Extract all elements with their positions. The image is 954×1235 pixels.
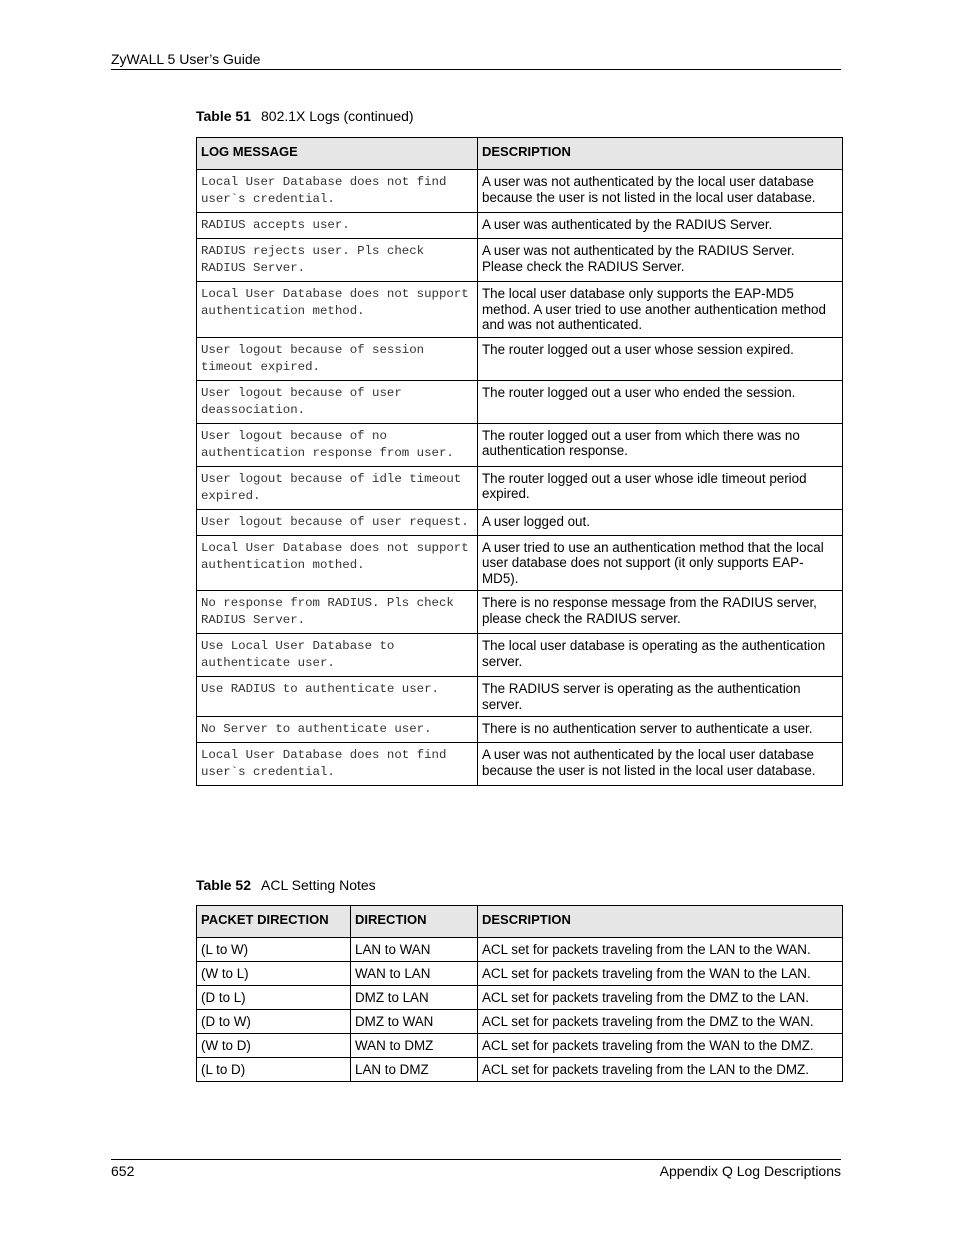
table-row xyxy=(197,962,843,986)
direction-cell: LAN to WAN xyxy=(351,938,478,962)
column-header-description: DESCRIPTION xyxy=(478,906,843,938)
table52-caption xyxy=(196,877,376,893)
table-row xyxy=(197,634,843,677)
description-cell: The local user database is operating as the authentication server. xyxy=(478,634,843,677)
table-row xyxy=(197,1034,843,1058)
description-cell: A user was not authenticated by the RADIUS Server. Please check the RADIUS Server. xyxy=(478,239,843,282)
table-row xyxy=(197,239,843,282)
description-cell: The local user database only supports the EAP-MD5 method. A user tried to use another authentication method and was not authenticated. xyxy=(478,282,843,338)
table52-label: Table 52 xyxy=(196,877,251,893)
table51-label: Table 51 xyxy=(196,108,251,124)
packet-direction-cell: (L to D) xyxy=(197,1058,351,1082)
description-cell: The router logged out a user whose idle timeout period expired. xyxy=(478,466,843,509)
section-title: Appendix Q Log Descriptions xyxy=(659,1163,841,1179)
description-cell: ACL set for packets traveling from the DMZ to the LAN. xyxy=(478,986,843,1010)
log-message-cell: Local User Database does not support authentication mothed. xyxy=(197,535,478,591)
table-row xyxy=(197,466,843,509)
table-row xyxy=(197,213,843,239)
log-message-cell: Local User Database does not find user`s credential. xyxy=(197,170,478,213)
table52-title: ACL Setting Notes xyxy=(261,877,376,893)
direction-cell: WAN to DMZ xyxy=(351,1034,478,1058)
table-row xyxy=(197,938,843,962)
description-cell: ACL set for packets traveling from the LAN to the WAN. xyxy=(478,938,843,962)
direction-cell: DMZ to LAN xyxy=(351,986,478,1010)
description-cell: ACL set for packets traveling from the LAN to the DMZ. xyxy=(478,1058,843,1082)
table-row xyxy=(197,717,843,743)
table-row xyxy=(197,535,843,591)
column-header-description: DESCRIPTION xyxy=(478,138,843,170)
description-cell: A user was not authenticated by the local user database because the user is not listed in the local user database. xyxy=(478,170,843,213)
packet-direction-cell: (L to W) xyxy=(197,938,351,962)
log-message-cell: User logout because of idle timeout expired. xyxy=(197,466,478,509)
table-row xyxy=(197,509,843,535)
table51-title: 802.1X Logs (continued) xyxy=(261,108,414,124)
log-message-cell: RADIUS rejects user. Pls check RADIUS Server. xyxy=(197,239,478,282)
log-message-cell: Local User Database does not support authentication method. xyxy=(197,282,478,338)
description-cell: ACL set for packets traveling from the WAN to the LAN. xyxy=(478,962,843,986)
column-header-packet-direction: PACKET DIRECTION xyxy=(197,906,351,938)
table-row xyxy=(197,986,843,1010)
log-message-cell: RADIUS accepts user. xyxy=(197,213,478,239)
log-message-cell: Use RADIUS to authenticate user. xyxy=(197,677,478,717)
log-message-cell: User logout because of user deassociation. xyxy=(197,380,478,423)
description-cell: A user was not authenticated by the local user database because the user is not listed in the local user database. xyxy=(478,743,843,786)
log-message-cell: Use Local User Database to authenticate user. xyxy=(197,634,478,677)
log-message-cell: User logout because of user request. xyxy=(197,509,478,535)
direction-cell: WAN to LAN xyxy=(351,962,478,986)
page-header xyxy=(111,51,841,70)
description-cell: A user was authenticated by the RADIUS Server. xyxy=(478,213,843,239)
table-row xyxy=(197,677,843,717)
log-message-cell: No Server to authenticate user. xyxy=(197,717,478,743)
description-cell: ACL set for packets traveling from the WAN to the DMZ. xyxy=(478,1034,843,1058)
log-message-cell: User logout because of session timeout expired. xyxy=(197,337,478,380)
table-row xyxy=(197,170,843,213)
table51-log-messages xyxy=(196,137,843,786)
packet-direction-cell: (D to L) xyxy=(197,986,351,1010)
packet-direction-cell: (W to D) xyxy=(197,1034,351,1058)
direction-cell: LAN to DMZ xyxy=(351,1058,478,1082)
guide-title: ZyWALL 5 User’s Guide xyxy=(111,51,261,67)
table52-acl-notes xyxy=(196,905,843,1082)
direction-cell: DMZ to WAN xyxy=(351,1010,478,1034)
table51-caption xyxy=(196,108,414,124)
table-row xyxy=(197,591,843,634)
description-cell: ACL set for packets traveling from the DMZ to the WAN. xyxy=(478,1010,843,1034)
log-message-cell: No response from RADIUS. Pls check RADIUS Server. xyxy=(197,591,478,634)
description-cell: The router logged out a user whose session expired. xyxy=(478,337,843,380)
table51-header-row xyxy=(197,138,843,170)
description-cell: The router logged out a user who ended the session. xyxy=(478,380,843,423)
table-row xyxy=(197,282,843,338)
column-header-log-message: LOG MESSAGE xyxy=(197,138,478,170)
table-row xyxy=(197,380,843,423)
packet-direction-cell: (D to W) xyxy=(197,1010,351,1034)
description-cell: A user tried to use an authentication method that the local user database does not support (it only supports EAP-MD5). xyxy=(478,535,843,591)
table-row xyxy=(197,337,843,380)
description-cell: The RADIUS server is operating as the authentication server. xyxy=(478,677,843,717)
table-row xyxy=(197,1010,843,1034)
table-row xyxy=(197,743,843,786)
description-cell: There is no authentication server to authenticate a user. xyxy=(478,717,843,743)
column-header-direction: DIRECTION xyxy=(351,906,478,938)
table-row xyxy=(197,1058,843,1082)
description-cell: There is no response message from the RADIUS server, please check the RADIUS server. xyxy=(478,591,843,634)
packet-direction-cell: (W to L) xyxy=(197,962,351,986)
page-number: 652 xyxy=(111,1163,135,1179)
log-message-cell: User logout because of no authentication response from user. xyxy=(197,423,478,466)
table-row xyxy=(197,423,843,466)
page-footer xyxy=(111,1159,841,1179)
table52-header-row xyxy=(197,906,843,938)
description-cell: A user logged out. xyxy=(478,509,843,535)
description-cell: The router logged out a user from which there was no authentication response. xyxy=(478,423,843,466)
log-message-cell: Local User Database does not find user`s credential. xyxy=(197,743,478,786)
